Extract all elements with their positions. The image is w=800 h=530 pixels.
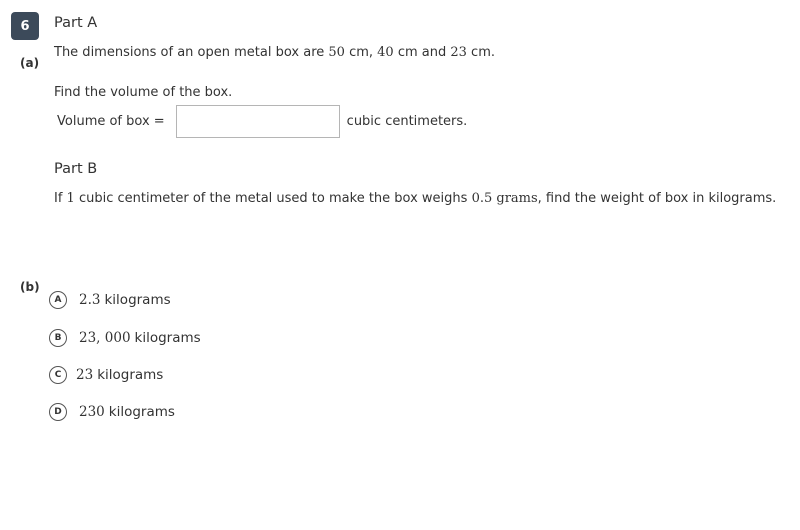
choice-d-unit: kilograms [108,404,175,420]
volume-unit-label: cubic centimeters. [346,113,468,129]
choice-a-value: 2.3 [79,292,101,308]
volume-answer-input[interactable] [176,105,340,138]
part-a-prompt: Find the volume of the box. [54,85,233,100]
stem-text: , find the weight of box in kilograms. [537,191,777,206]
part-b-label: (b) [20,280,40,294]
choice-b-value: 23, 000 [79,330,131,346]
choice-c-value: 23 [76,367,94,383]
choice-d-value: 230 [79,404,105,420]
dimension-1: 50 [328,45,345,60]
part-b-stem [54,191,776,206]
stem-text: cubic centimeter of the metal used to make the box weighs [74,191,472,206]
part-a-label: (a) [20,56,40,70]
choice-b-unit: kilograms [134,330,201,346]
choice-b-bubble[interactable]: B [49,329,67,347]
choice-a-bubble[interactable]: A [49,291,67,309]
choice-d-bubble[interactable]: D [49,403,67,421]
choice-c-bubble[interactable]: C [49,366,67,384]
stem-text: The dimensions of an open metal box are [54,45,329,60]
choice-c-unit: kilograms [97,367,164,383]
stem-text: cm. [466,45,495,60]
volume-label: Volume of box = [57,113,165,129]
choice-b[interactable] [49,329,201,347]
stem-text: cm and [393,45,451,60]
weight-value: 0.5 grams [471,191,538,206]
part-b-heading: Part B [54,161,98,177]
one-value: 1 [66,191,75,206]
volume-answer-row [57,103,467,139]
question-number-badge: 6 [11,12,39,40]
part-a-heading: Part A [54,15,98,31]
dimension-2: 40 [377,45,394,60]
part-a-stem [54,45,495,60]
dimension-3: 23 [450,45,467,60]
choice-d[interactable] [49,403,175,421]
choice-a-unit: kilograms [104,292,171,308]
choice-a[interactable] [49,291,171,309]
stem-text: If [54,191,67,206]
choice-c[interactable] [49,366,163,384]
stem-text: cm, [344,45,378,60]
